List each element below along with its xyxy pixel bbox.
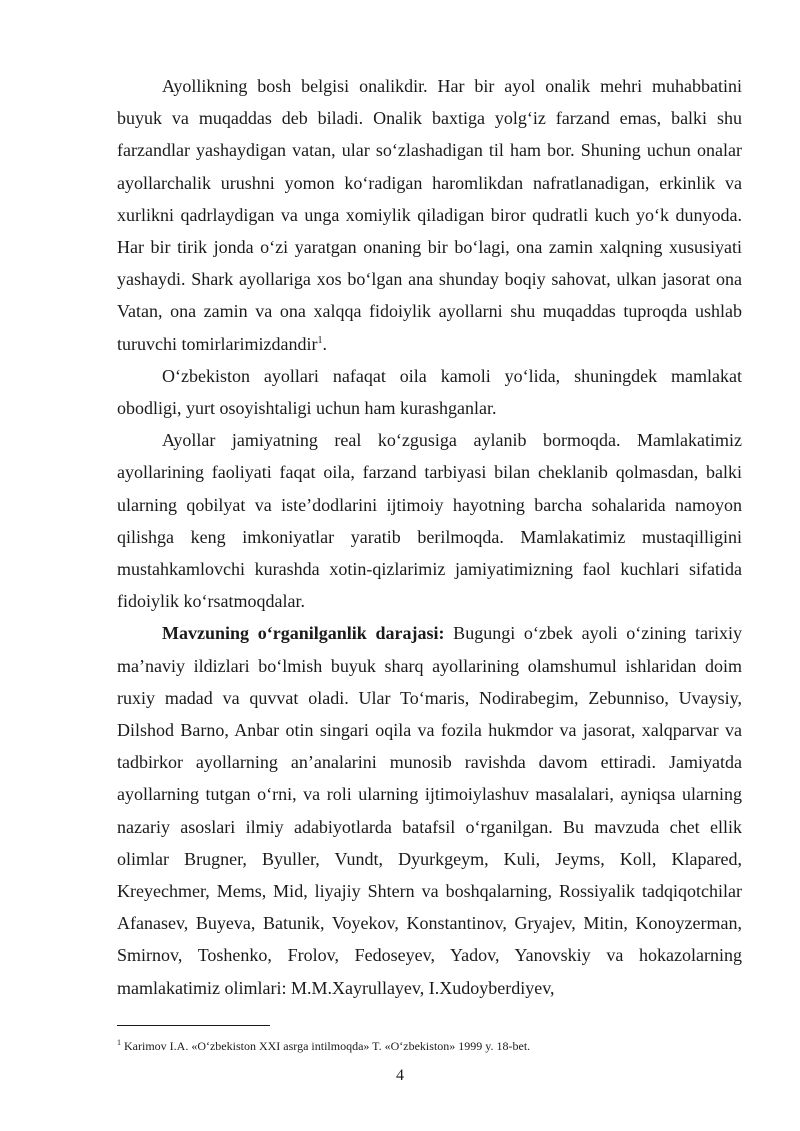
page-number: 4: [396, 1067, 404, 1084]
paragraph-3: [117, 424, 742, 617]
paragraph-3-text: Ayollar jamiyatning real ko‘zgusiga aylanib bormoqda. Mamlakatimiz ayollarining faoliyati faqat oila, farzand tarbiyasi bilan cheklanib qolmasdan, balki ularning qobilyat va iste’dodlarini ijtimoiy hayotning barcha sohalarida namoyon qilishga keng imkoniyatlar yaratib berilmoqda. Mamlakatimiz mustaqilligini mustahkamlovchi kurashda xotin-qizlarimiz jamiyatimizning faol kuchlari sifatida fidoiylik ko‘rsatmoqdalar.: [117, 430, 742, 612]
paragraph-4: [117, 617, 742, 1003]
paragraph-1-text: Ayollikning bosh belgisi onalikdir. Har bir ayol onalik mehri muhabbatini buyuk va muqaddas deb biladi. Onalik baxtiga yolg‘iz farzand emas, balki shu farzandlar yashaydigan vatan, ular so‘zlashadigan til ham bor. Shuning uchun onalar ayollarchalik urushni yomon ko‘radigan haromlikdan nafratlanadigan, erkinlik va xurlikni qadrlaydigan va unga xomiylik qiladigan biror qudratli kuch yo‘k dunyoda. Har bir tirik jonda o‘zi yaratgan onaning bir bo‘lagi, ona zamin xalqning xususiyati yashaydi. Shark ayollariga xos bo‘lgan ana shunday boqiy sahovat, ulkan jasorat ona Vatan, ona zamin va ona xalqqa fidoiylik ayollarni shu muqaddas tuproqda ushlab turuvchi tomirlarimizdandir: [117, 76, 742, 354]
paragraph-1-tail: .: [322, 333, 327, 354]
footnote-reference[interactable]: 1: [317, 334, 323, 346]
paragraph-2-text: O‘zbekiston ayollari nafaqat oila kamoli yo‘lida, shuningdek mamlakat obodligi, yurt osoyishtaligi uchun ham kurashganlar.: [117, 365, 742, 419]
paragraph-1: [117, 70, 742, 360]
footnote-text: Karimov I.A. «O‘zbekiston XXI asrga intilmoqda» T. «O‘zbekiston» 1999 y. 18-bet.: [121, 1039, 531, 1053]
footnote: [117, 1038, 742, 1054]
paragraph-2: [117, 360, 742, 424]
footnote-separator: [117, 1025, 270, 1026]
document-body: [117, 70, 742, 1004]
paragraph-4-text: Bugungi o‘zbek ayoli o‘zining tarixiy ma’naviy ildizlari bo‘lmish buyuk sharq ayollarining olamshumul ishlaridan doim ruxiy madad va quvvat oladi. Ular To‘maris, Nodirabegim, Zebunniso, Uvaysiy, Dilshod Barno, Anbar otin singari oqila va fozila hukmdor va jasorat, xalqparvar va tadbirkor ayollarning an’analarini munosib ravishda davom ettiradi. Jamiyatda ayollarning tutgan o‘rni, va roli ularning ijtimoiylashuv masalalari, ayniqsa ularning nazariy asoslari ilmiy adabiyotlarda batafsil o‘rganilgan. Bu mavzuda chet ellik olimlar Brugner, Byuller, Vundt, Dyurkgeym, Kuli, Jeyms, Koll, Klapared, Kreyechmer, Mems, Mid, liyajiy Shtern va boshqalarning, Rossiyalik tadqiqotchilar Afanasev, Buyeva, Batunik, Voyekov, Konstantinov, Gryajev, Mitin, Konoyzerman, Smirnov, Toshenko, Frolov, Fedoseyev, Yadov, Yanovskiy va hokazolarning mamlakatimiz olimlari: M.M.Xayrullayev, I.Xudoyberdiyev,: [117, 623, 742, 998]
section-heading-inline: Mavzuning o‘rganilganlik darajasi:: [162, 623, 445, 644]
footnote-number: 1: [117, 1038, 121, 1047]
